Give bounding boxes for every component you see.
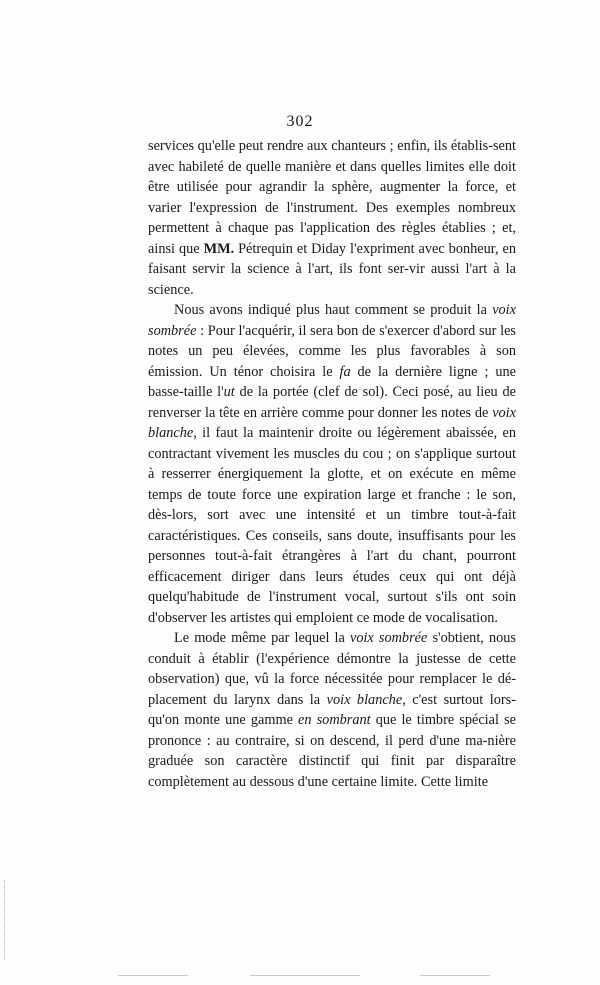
bottom-rule-right xyxy=(420,975,490,976)
italic-term: voix sombrée xyxy=(349,630,428,646)
text-run: Nous avons indiqué plus haut comment se produit la xyxy=(174,302,493,318)
text-run: , c'est surtout lors-qu'on monte une gamme xyxy=(148,691,516,728)
paragraph-1 xyxy=(148,136,516,300)
paragraph-2 xyxy=(148,300,516,628)
italic-term: ut xyxy=(223,384,235,400)
scan-edge-mark xyxy=(4,880,6,960)
text-run: Pétrequin et Diday l'expriment avec bonheur, en faisant servir la science à l'art, ils font ser-vir aussi l'art à la science. xyxy=(148,240,516,298)
page-number: 302 xyxy=(286,113,314,130)
italic-term: en sombrant xyxy=(298,712,371,728)
text-run: : Pour l'acquérir, il sera bon de s'exercer d'abord sur les notes un peu élevées, comme les plus favorables à son émission. Un ténor choisira le xyxy=(148,322,516,380)
text-run: de la portée (clef de sol). Ceci posé, au lieu de renverser la tête en arrière comme pour donner les notes de xyxy=(148,384,516,421)
italic-term: fa xyxy=(339,363,351,380)
italic-term: voix sombrée xyxy=(148,302,516,339)
bold-abbrev: MM. xyxy=(203,240,235,257)
body-text xyxy=(148,136,516,792)
italic-term: voix blanche xyxy=(148,404,516,441)
text-run: Le mode même par lequel la xyxy=(174,630,350,646)
bottom-rule-left xyxy=(118,975,188,976)
text-run: , il faut la maintenir droite ou légèrement abaissée, en contractant vivement les muscles du cou ; on s'applique surtout à resserrer énergiquement la glotte, et on exécute en même temps de toute force une expiration large et franche : le son, dès-lors, sort avec une intensité et un timbre tout-à-fait caractéristiques. Ces conseils, sans doute, insuffisants pour les personnes tout-à-fait étrangères à l'art du chant, pourront efficacement diriger dans leurs études ceux qui ont déjà quelqu'habitude de l'instrument vocal, surtout s'ils ont soin d'observer les artistes qui emploient ce mode de vocalisation. xyxy=(148,425,516,626)
bottom-rule-center xyxy=(250,975,360,976)
text-run: que le timbre spécial se prononce : au contraire, si on descend, il perd d'une ma-nière graduée son caractère distinctif qui finit par disparaître complètement au dessous d'une certaine limite. Cette limite xyxy=(148,712,516,790)
text-run: s'obtient, nous conduit à établir (l'expérience démontre la justesse de cette observation) que, vû la force nécessitée pour remplacer le dé-placement du larynx dans la xyxy=(148,630,516,708)
text-run: services qu'elle peut rendre aux chanteurs ; enfin, ils établis-sent avec habileté de quelle manière et dans quelles limites elle doit être utilisée pour agrandir la sphère, augmenter la force, et varier l'expression de l'instrument. Des exemples nombreux permettent à chaque pas l'application des règles établies ; et, ainsi que xyxy=(148,138,516,257)
text-run: de la dernière ligne ; une basse-taille l' xyxy=(148,363,516,400)
paragraph-3 xyxy=(148,628,516,792)
italic-term: voix blanche xyxy=(326,691,403,708)
